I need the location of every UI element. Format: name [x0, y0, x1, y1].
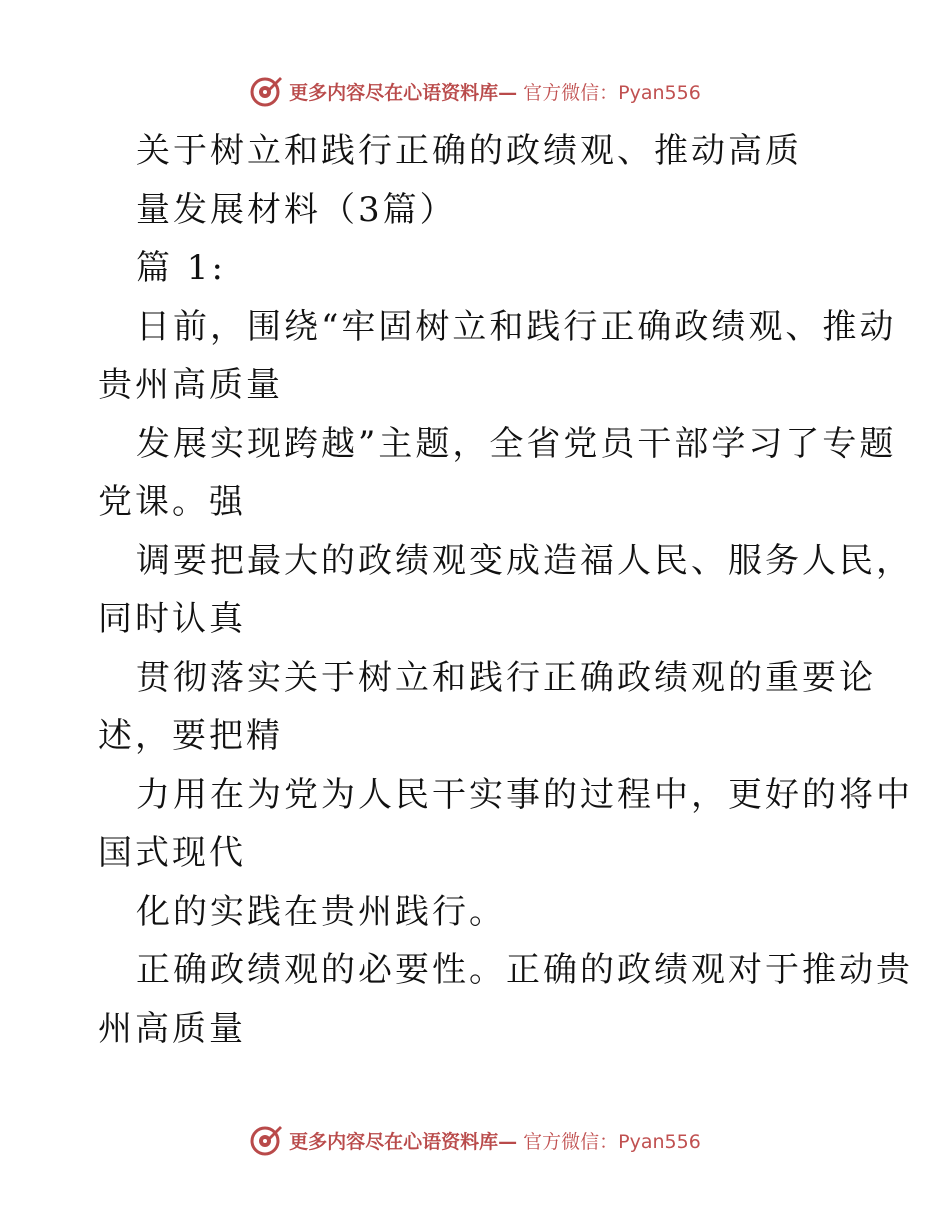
banner-wechat: 官方微信：Pyan556 — [523, 81, 701, 104]
document-body — [98, 122, 913, 1058]
text-line: 日前，围绕“牢固树立和践行正确政绩观、推动 — [136, 306, 897, 347]
text-line: 力用在为党为人民干实事的过程中，更好的将中 — [136, 774, 913, 815]
banner-wechat: 官方微信：Pyan556 — [523, 1130, 701, 1153]
text-line: 篇 1: — [136, 248, 226, 288]
pen-logo-icon — [249, 74, 283, 108]
text-line: 量发展材料（3篇） — [136, 189, 457, 230]
text-line: 同时认真 — [98, 599, 246, 639]
text-line: 调要把最大的政绩观变成造福人民、服务人民， — [136, 540, 913, 581]
text-line: 正确政绩观的必要性。正确的政绩观对于推动贵 — [136, 950, 913, 990]
footer-banner — [0, 1120, 950, 1160]
text-line: 贵州高质量 — [98, 365, 283, 405]
banner-text: 更多内容尽在心语资料库— — [289, 1130, 518, 1153]
text-line: 述，要把精 — [98, 716, 283, 756]
text-line: 化的实践在贵州践行。 — [136, 891, 506, 932]
text-line: 州高质量 — [98, 1008, 246, 1049]
text-line: 发展实现跨越”主题，全省党员干部学习了专题 — [136, 423, 897, 464]
text-line: 党课。强 — [98, 482, 246, 522]
pen-logo-icon — [249, 1123, 283, 1157]
text-line: 贯彻落实关于树立和践行正确政绩观的重要论 — [136, 657, 876, 698]
text-line: 关于树立和践行正确的政绩观、推动高质 — [136, 131, 802, 171]
text-line: 国式现代 — [98, 833, 246, 873]
banner-text: 更多内容尽在心语资料库— — [289, 81, 518, 104]
header-banner — [0, 71, 950, 111]
